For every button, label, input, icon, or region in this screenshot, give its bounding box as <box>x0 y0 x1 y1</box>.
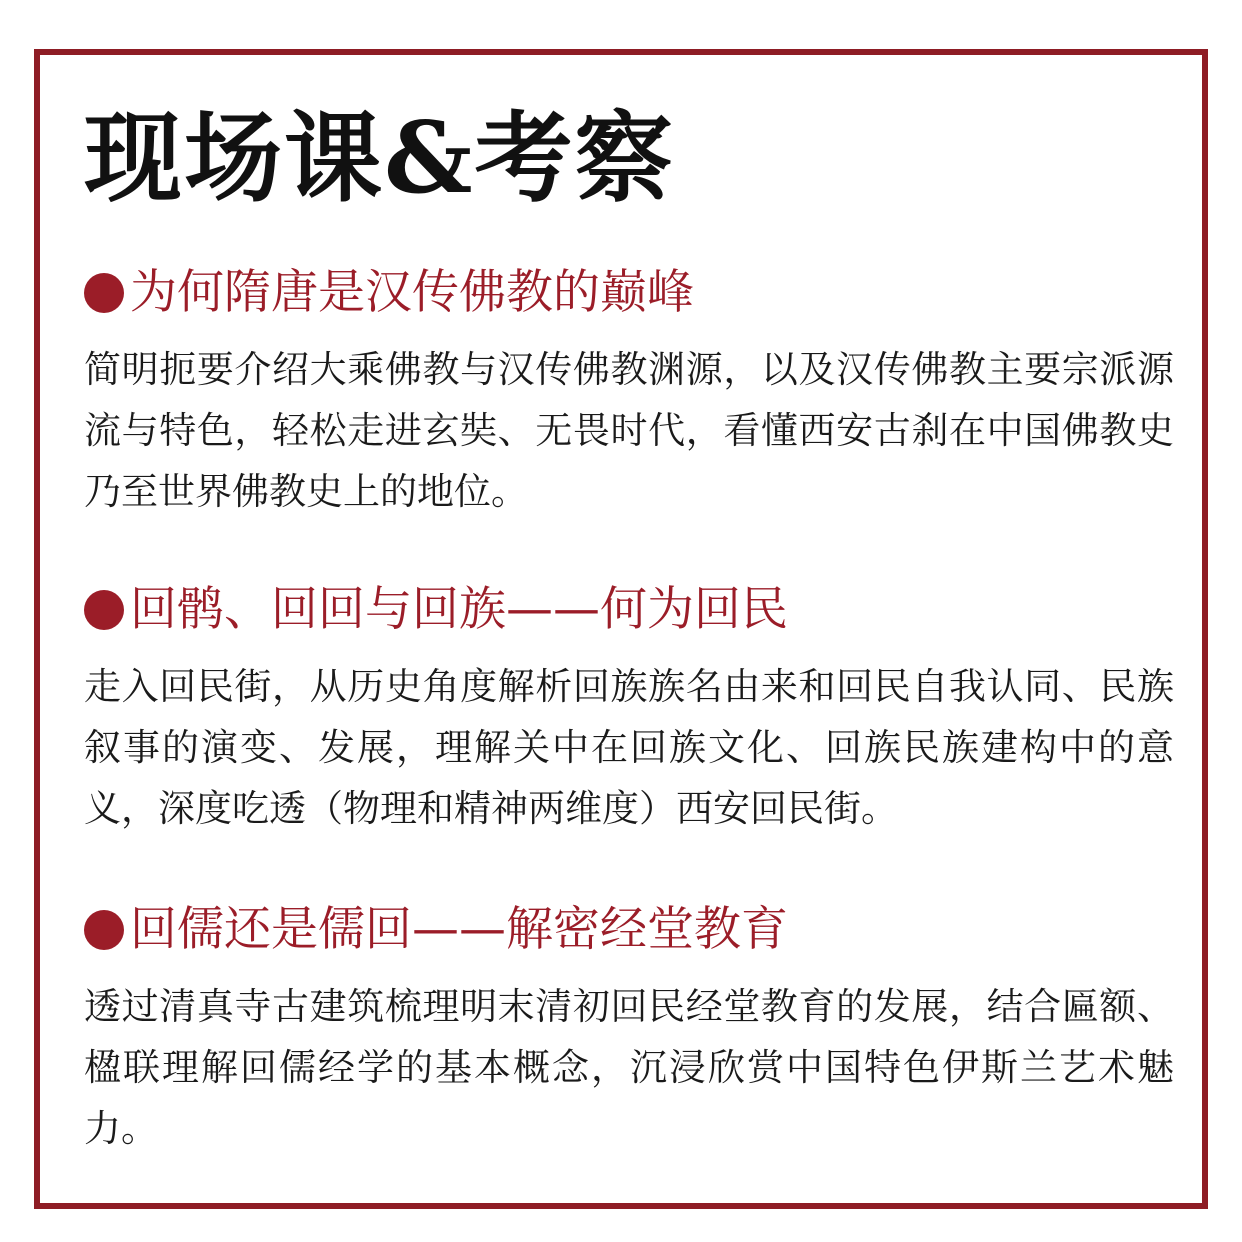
page-title: 现场课&考察 <box>84 101 675 216</box>
section-body-text: 简明扼要介绍大乘佛教与汉传佛教渊源，以及汉传佛教主要宗派源流与特色，轻松走进玄奘、无畏时代，看懂西安古刹在中国佛教史乃至世界佛教史上的地位。 <box>84 348 1174 513</box>
section-heading <box>84 580 1174 640</box>
section-heading-text: 回鹘、回回与回族——何为回民 <box>130 582 788 637</box>
section-body-text: 透过清真寺古建筑梳理明末清初回民经堂教育的发展，结合匾额、楹联理解回儒经学的基本概念，沉浸欣赏中国特色伊斯兰艺术魅力。 <box>84 985 1174 1150</box>
bullet-dot-icon <box>84 273 124 313</box>
section-heading <box>84 263 1174 323</box>
bullet-dot-icon <box>84 590 124 630</box>
section-heading-text: 回儒还是儒回——解密经堂教育 <box>130 902 788 957</box>
section-scripture-education <box>84 900 1174 1159</box>
section-heading <box>84 900 1174 960</box>
content-frame <box>34 49 1208 1209</box>
bullet-dot-icon <box>84 910 124 950</box>
section-body-text: 走入回民街，从历史角度解析回族族名由来和回民自我认同、民族叙事的演变、发展，理解关中在回族文化、回族民族建构中的意义，深度吃透（物理和精神两维度）西安回民街。 <box>84 665 1174 830</box>
section-buddhism <box>84 263 1174 522</box>
section-heading-text: 为何隋唐是汉传佛教的巅峰 <box>130 265 694 320</box>
section-hui-people <box>84 580 1174 839</box>
